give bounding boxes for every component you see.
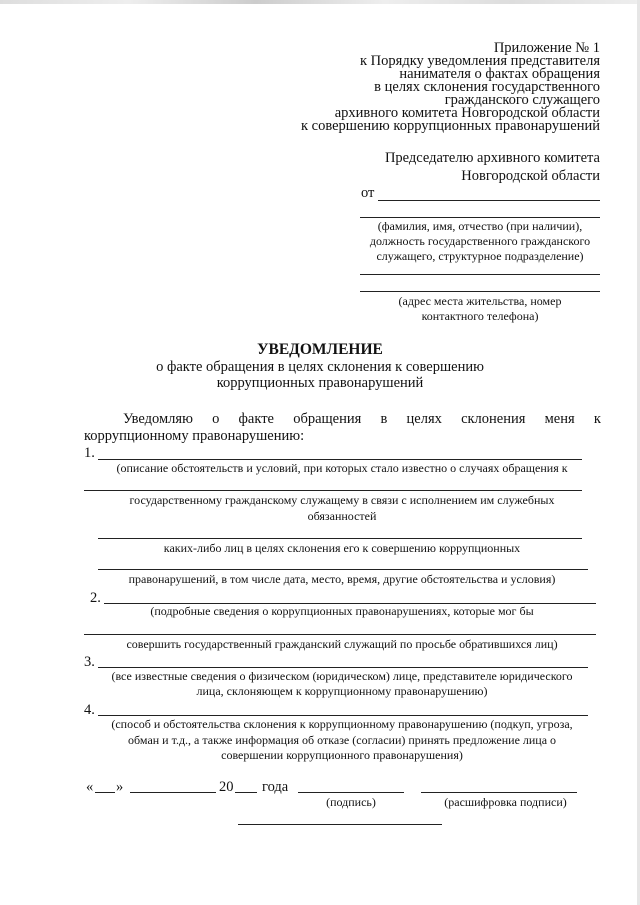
from-name-line-2[interactable] (360, 217, 600, 218)
item-2-number: 2. (90, 590, 101, 606)
addressee-line-2: Новгородской области (461, 168, 600, 184)
date-year-prefix: 20 (219, 779, 234, 795)
header-line-5: гражданского служащего (444, 92, 600, 108)
intro-word: в (380, 411, 388, 427)
item-4-caption-3: совершении коррупционного правонарушения) (221, 748, 463, 762)
document-subtitle-2: коррупционных правонарушений (216, 375, 424, 391)
date-day-field[interactable] (95, 792, 115, 793)
date-quote-close: » (116, 779, 124, 795)
intro-word: факте (238, 411, 274, 427)
header-line-3: нанимателя о фактах обращения (399, 66, 600, 82)
addressee-caption-1c: служащего, структурное подразделение) (376, 249, 584, 263)
addressee-caption-2b: контактного телефона) (421, 309, 539, 323)
addressee-caption-1a: (фамилия, имя, отчество (при наличии), (377, 219, 583, 233)
date-month-field[interactable] (130, 792, 216, 793)
item-1-caption-2: государственному гражданскому служащему в связи с исполнением им служебных (129, 493, 555, 507)
intro-word: о (212, 411, 220, 427)
signature-decode-field[interactable] (421, 792, 577, 793)
item-1-caption-4: каких-либо лиц в целях склонения его к совершению коррупционных (163, 541, 521, 555)
intro-word: к (593, 411, 601, 427)
header-line-2: к Порядку уведомления представителя (360, 53, 600, 69)
header-line-4: в целях склонения государственного (374, 79, 600, 95)
header-line-6: архивного комитета Новгородской области (334, 105, 600, 121)
addressee-caption-2a: (адрес места жительства, номер (398, 294, 562, 308)
address-line-2[interactable] (360, 291, 600, 292)
item-2-line-2[interactable] (84, 634, 596, 635)
from-label: от (361, 185, 375, 201)
item-1-number: 1. (84, 445, 95, 461)
intro-word: обращения (293, 411, 362, 427)
date-year-field[interactable] (235, 792, 257, 793)
item-1-caption-5: правонарушений, в том числе дата, место, время, другие обстоятельства и условия) (128, 572, 556, 586)
document-title: УВЕДОМЛЕНИЕ (257, 341, 383, 358)
intro-word: меня (544, 411, 575, 427)
addressee-caption-1b: должность государственного гражданского (369, 234, 591, 248)
header-line-1: Приложение № 1 (493, 40, 600, 56)
item-1-line-1[interactable] (98, 459, 582, 460)
item-1-line-4[interactable] (98, 569, 588, 570)
signature-field[interactable] (298, 792, 404, 793)
item-4-caption-1: (способ и обстоятельства склонения к коррупционному правонарушению (подкуп, угроза, (111, 717, 573, 731)
intro-word: Уведомляю (123, 411, 193, 427)
date-year-word: года (262, 779, 289, 795)
date-quote-open: « (86, 779, 94, 795)
item-3-number: 3. (84, 654, 95, 670)
intro-line-1 (123, 411, 601, 427)
address-line-1[interactable] (360, 274, 600, 275)
item-4-number: 4. (84, 702, 95, 718)
item-4-caption-2: обман и т.д., а также информация об отказе (согласии) принять предложение лица о (127, 733, 557, 747)
document-subtitle-1: о факте обращения в целях склонения к совершению (156, 359, 484, 375)
item-1-line-2[interactable] (84, 490, 582, 491)
item-3-caption-1: (все известные сведения о физическом (юридическом) лице, представителе юридического (111, 669, 573, 683)
signature-caption: (подпись) (326, 795, 376, 809)
intro-word: склонения (461, 411, 526, 427)
signature-decode-caption: (расшифровка подписи) (444, 795, 567, 809)
header-line-7: к совершению коррупционных правонарушений (301, 118, 600, 134)
item-1-caption-3: обязанностей (307, 509, 377, 523)
item-2-caption-2: совершить государственный гражданский служащий по просьбе обратившихся лиц) (126, 637, 558, 651)
item-2-caption-1: (подробные сведения о коррупционных правонарушениях, которые мог бы (150, 604, 534, 618)
intro-word: целях (406, 411, 442, 427)
item-3-line-1[interactable] (98, 667, 588, 668)
scan-top-edge (0, 0, 640, 4)
bottom-line[interactable] (238, 824, 442, 825)
addressee-line-1: Председателю архивного комитета (384, 150, 600, 166)
intro-line-2: коррупционному правонарушению: (84, 428, 305, 444)
from-name-line[interactable] (378, 200, 600, 201)
item-1-caption-1: (описание обстоятельств и условий, при которых стало известно о случаях обращения к (116, 461, 568, 475)
item-4-line-1[interactable] (98, 715, 588, 716)
item-3-caption-2: лица, склоняющем к коррупционному правонарушению) (196, 684, 488, 698)
item-1-line-3[interactable] (98, 538, 582, 539)
